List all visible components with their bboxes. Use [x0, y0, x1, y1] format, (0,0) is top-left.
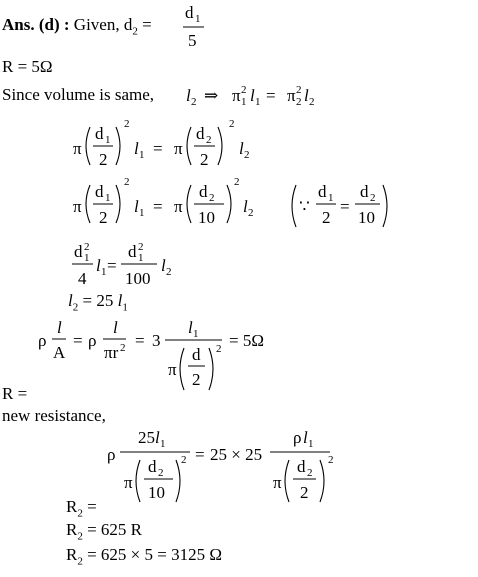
equation-3 — [72, 241, 172, 288]
svg-text:1: 1 — [308, 438, 314, 450]
sub-2: 2 — [77, 530, 83, 543]
svg-text:1: 1 — [105, 192, 111, 204]
svg-text:l: l — [155, 428, 160, 447]
answer-label: Ans. (d) : — [2, 15, 70, 34]
svg-text:=: = — [266, 86, 276, 105]
sub-1: 1 — [122, 301, 128, 314]
svg-text:=: = — [195, 445, 205, 464]
new-resistance-label: new resistance, — [2, 406, 106, 425]
svg-text:2: 2 — [328, 454, 334, 466]
svg-text:2: 2 — [206, 134, 212, 146]
sub-2: 2 — [132, 25, 138, 38]
svg-text:∵: ∵ — [299, 197, 310, 216]
svg-text:l: l — [96, 256, 101, 275]
svg-text:= 5Ω: = 5Ω — [229, 331, 264, 350]
svg-text:π: π — [168, 360, 177, 379]
svg-text:1: 1 — [105, 134, 111, 146]
resistance-blank: R = — [2, 384, 28, 403]
svg-text:2: 2 — [84, 241, 90, 253]
svg-text:1: 1 — [139, 149, 145, 161]
svg-text:l: l — [303, 428, 308, 447]
svg-text:πr: πr — [104, 343, 119, 362]
svg-text:d: d — [318, 182, 327, 201]
since-text: Since volume is same, — [2, 85, 155, 104]
svg-text:4: 4 — [78, 269, 87, 288]
svg-text:π: π — [232, 86, 241, 105]
svg-text:2: 2 — [158, 467, 164, 479]
svg-text:2: 2 — [99, 150, 108, 169]
sub-2: 2 — [77, 507, 83, 520]
svg-text:d: d — [360, 182, 369, 201]
svg-text:=: = — [153, 197, 163, 216]
svg-text:l: l — [134, 139, 139, 158]
svg-text:l: l — [134, 197, 139, 216]
svg-text:d: d — [185, 3, 194, 22]
svg-text:d: d — [95, 182, 104, 201]
equals-sign: = — [142, 15, 152, 34]
svg-text:100: 100 — [125, 269, 151, 288]
svg-text:2: 2 — [209, 192, 215, 204]
svg-text:2: 2 — [241, 84, 247, 96]
svg-text:1: 1 — [328, 192, 334, 204]
svg-text:2: 2 — [309, 96, 315, 108]
r2-final-value: = 625 × 5 = 3125 Ω — [87, 545, 222, 564]
svg-text:2: 2 — [216, 343, 222, 355]
svg-text:π: π — [273, 473, 282, 492]
svg-text:ρ: ρ — [293, 428, 302, 447]
svg-text:2: 2 — [234, 176, 240, 188]
svg-text:3: 3 — [152, 331, 161, 350]
given-text: Given, d — [73, 15, 133, 34]
svg-text:d: d — [148, 457, 157, 476]
svg-text:10: 10 — [198, 208, 215, 227]
svg-text:2: 2 — [192, 370, 201, 389]
svg-text:=: = — [107, 256, 117, 275]
svg-text:2: 2 — [99, 208, 108, 227]
r-symbol: R — [66, 545, 78, 564]
svg-text:2: 2 — [166, 266, 172, 278]
svg-text:d: d — [74, 242, 83, 261]
svg-text:A: A — [53, 343, 66, 362]
svg-text:l: l — [113, 318, 118, 337]
svg-text:=: = — [153, 139, 163, 158]
svg-text:1: 1 — [139, 207, 145, 219]
svg-text:1: 1 — [193, 328, 199, 340]
volume-relation — [186, 84, 315, 108]
r2-value: = 625 R — [87, 520, 143, 539]
svg-text:⇒: ⇒ — [204, 86, 219, 105]
svg-text:l: l — [57, 318, 62, 337]
equation-4 — [38, 318, 264, 390]
svg-text:ρ: ρ — [107, 445, 116, 464]
svg-text:2: 2 — [191, 96, 197, 108]
svg-text:2: 2 — [181, 454, 187, 466]
svg-text:1: 1 — [101, 266, 107, 278]
svg-text:π: π — [174, 139, 183, 158]
svg-text:1: 1 — [195, 13, 201, 25]
svg-text:l: l — [243, 197, 248, 216]
svg-text:ρ: ρ — [88, 331, 97, 350]
sub-2: 2 — [72, 301, 79, 314]
svg-text:10: 10 — [358, 208, 375, 227]
equation-1 — [73, 118, 250, 169]
svg-text:ρ: ρ — [38, 331, 47, 350]
svg-text:2: 2 — [307, 467, 313, 479]
equals-sign: = — [87, 497, 97, 516]
equation-2 — [73, 176, 387, 227]
svg-text:2: 2 — [296, 84, 302, 96]
svg-text:l: l — [188, 318, 193, 337]
svg-text:l: l — [161, 256, 166, 275]
svg-text:d: d — [95, 124, 104, 143]
svg-text:2: 2 — [370, 192, 376, 204]
equals-25: = 25 — [78, 291, 118, 310]
svg-text:1: 1 — [241, 96, 247, 108]
fraction-d1-over-5 — [183, 3, 204, 50]
equation-5 — [107, 428, 334, 502]
resistance-given: R = 5Ω — [2, 57, 53, 76]
l-symbol: l — [117, 291, 123, 310]
svg-text:l: l — [186, 86, 191, 105]
svg-text:π: π — [73, 139, 82, 158]
svg-text:1: 1 — [84, 252, 90, 264]
svg-text:1: 1 — [255, 96, 261, 108]
svg-text:=: = — [135, 331, 145, 350]
svg-text:=: = — [340, 197, 350, 216]
svg-text:d: d — [196, 124, 205, 143]
svg-text:π: π — [124, 473, 133, 492]
svg-text:l: l — [304, 86, 309, 105]
svg-text:2: 2 — [120, 342, 126, 354]
svg-text:2: 2 — [200, 150, 209, 169]
svg-text:1: 1 — [138, 252, 144, 264]
svg-text:2: 2 — [248, 207, 254, 219]
svg-text:2: 2 — [296, 96, 302, 108]
svg-text:π: π — [73, 197, 82, 216]
svg-text:2: 2 — [124, 118, 130, 130]
svg-text:d: d — [192, 345, 201, 364]
svg-text:π: π — [174, 197, 183, 216]
svg-text:25 × 25: 25 × 25 — [210, 445, 263, 464]
svg-text:d: d — [128, 242, 137, 261]
svg-text:25: 25 — [138, 428, 155, 447]
r-symbol: R — [66, 497, 78, 516]
sub-2: 2 — [77, 555, 83, 568]
svg-text:l: l — [239, 139, 244, 158]
svg-text:5: 5 — [188, 31, 197, 50]
svg-text:2: 2 — [322, 208, 331, 227]
svg-text:2: 2 — [300, 483, 309, 502]
svg-text:d: d — [199, 182, 208, 201]
svg-text:2: 2 — [229, 118, 235, 130]
svg-text:10: 10 — [148, 483, 165, 502]
svg-text:l: l — [250, 86, 255, 105]
l-symbol: l — [68, 291, 73, 310]
svg-text:2: 2 — [138, 241, 144, 253]
svg-text:2: 2 — [244, 149, 250, 161]
svg-text:1: 1 — [160, 438, 166, 450]
svg-text:π: π — [287, 86, 296, 105]
svg-text:2: 2 — [124, 176, 130, 188]
svg-text:d: d — [297, 457, 306, 476]
r-symbol: R — [66, 520, 78, 539]
svg-text:=: = — [73, 331, 83, 350]
